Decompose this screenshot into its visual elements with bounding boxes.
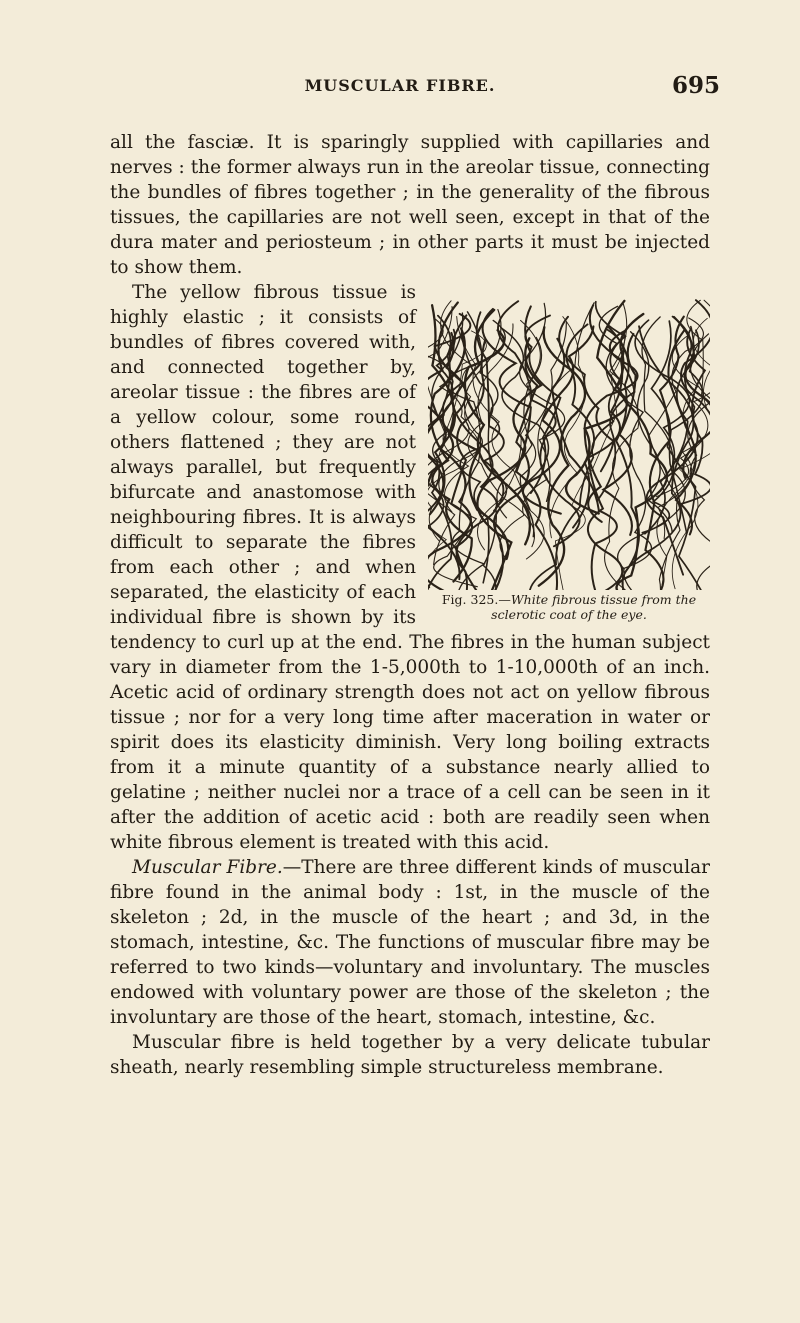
- page-number: 695: [671, 72, 720, 99]
- fibrous-tissue-illustration: [428, 290, 710, 590]
- figure-caption: [428, 592, 710, 622]
- paragraph-muscular-fibre: [110, 855, 710, 1030]
- running-head: MUSCULAR FIBRE.: [304, 76, 496, 95]
- paragraph-muscular-fibre-text: —There are three different kinds of muscular fibre found in the animal body : 1st, in the muscle of the skeleton ; 2d, in the muscle of the heart ; and 3d, in the stomach, intestine, &c. The functions of muscular fibre may be referred to two kinds—voluntary and involuntary. The muscles endowed with voluntary power are those of the skeleton ; the involuntary are those of the heart, stomach, intestine, &c.: [110, 857, 710, 1028]
- page-header: [0, 72, 800, 106]
- body-text: [110, 130, 710, 1080]
- paragraph-sheath: Muscular fibre is held together by a very delicate tubular sheath, nearly resembling simple structureless membrane.: [110, 1032, 710, 1078]
- section-heading: Muscular Fibre.: [132, 857, 283, 878]
- figure-label: Fig. 325.: [441, 592, 499, 607]
- paragraph-fasciae: all the fasciæ. It is sparingly supplied with capillaries and nerves : the former always run in the areolar tissue, connecting the bundles of fibres together ; in the generality of the fibrous tissues, the capillaries are not well seen, except in that of the dura mater and periosteum ; in other parts it must be injected to show them.: [110, 132, 710, 278]
- figure-325: [428, 290, 710, 622]
- figure-caption-text: —White fibrous tissue from the sclerotic coat of the eye.: [491, 592, 697, 622]
- paragraph-yellow-fibrous: The yellow fibrous tissue is highly elastic ; it consists of bundles of fibres covered with, and connected together by, areolar tissue : the fibres are of a yellow colour, some round, others flattened ; they are not always parallel, but frequently bifurcate and anastomose with neighbouring fibres. It is always difficult to separate the fibres from each other ; and when separated, the elasticity of each individual fibre is shown by its tendency to curl up at the end. The fibres in the human subject vary in diameter from the 1-5,000th to 1-10,000th of an inch. Acetic acid of ordinary strength does not act on yellow fibrous tissue ; nor for a very long time after maceration in water or spirit does its elasticity diminish. Very long boiling extracts from it a minute quantity of a substance nearly allied to gelatine ; neither nuclei nor a trace of a cell can be seen in it after the addition of acetic acid : both are readily seen when white fibrous element is treated with this acid.: [110, 282, 710, 853]
